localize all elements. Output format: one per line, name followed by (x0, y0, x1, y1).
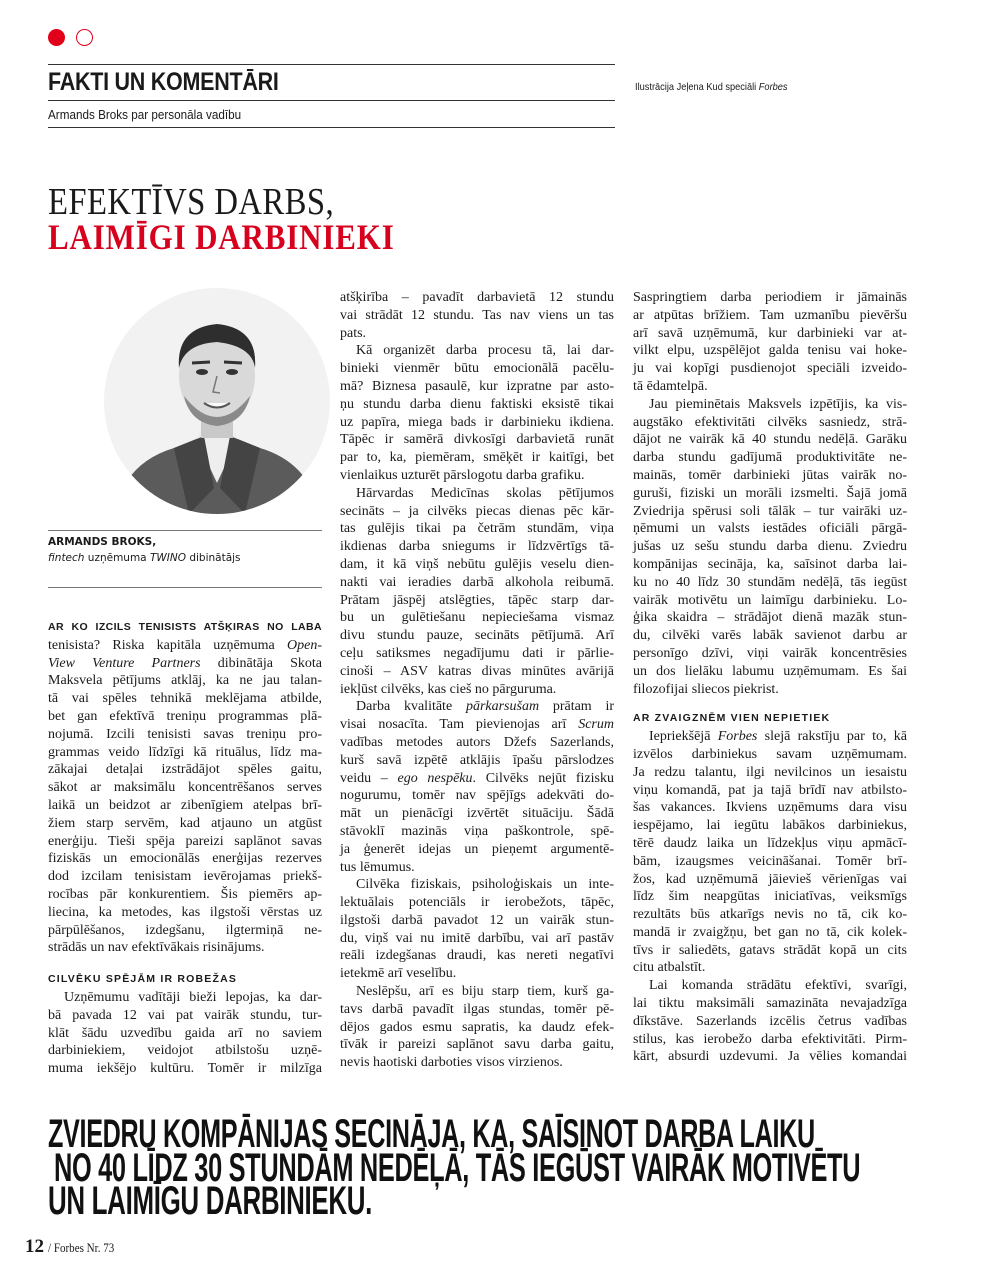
text-line (340, 342, 614, 360)
text-line (340, 734, 614, 752)
text-line (633, 467, 907, 485)
text-run: līdz šim neapgūtas iniciatīvas, veiksmīgs (633, 889, 907, 905)
headline-line-2: LAIMĪGI DARBINIEKI (48, 217, 395, 257)
divider (48, 530, 322, 531)
text-line (633, 360, 907, 378)
italic-run: View Venture Partners (48, 655, 201, 671)
italic-run: pārkarsušam (465, 699, 540, 715)
text-line (340, 592, 614, 610)
text-run: tā ēdamtelpā. (633, 378, 708, 394)
text-run: lai tiktu maksimāli samazināta nevajadzīga (633, 996, 907, 1012)
text-line (48, 868, 322, 886)
text-run: ja ģenerēt idejas un pieņemt argumentē- (340, 841, 614, 857)
text-line (340, 538, 614, 556)
text-line (340, 645, 614, 663)
text-run: Cilvēka fiziskais, psiholoģiskais un inte- (356, 877, 614, 893)
text-run: iekļūst cilvēks, kas cieš no pārguruma. (340, 681, 557, 697)
text-line (48, 886, 322, 904)
text-line (633, 746, 907, 764)
text-line (633, 609, 907, 627)
paragraph (340, 289, 614, 342)
text-line (633, 977, 907, 995)
text-line (48, 833, 322, 851)
text-run: ikdienas darba sniegums ir līdzvērtīgs tā- (340, 539, 614, 555)
text-run: dibinātāja Skota (200, 655, 323, 671)
text-line (633, 782, 907, 800)
text-line (633, 1031, 907, 1049)
text-run: dājot ne vairāk kā 40 stundu nedēļā. Garāku (633, 432, 907, 448)
text-line (633, 592, 907, 610)
caption-italic: fintech (48, 552, 85, 564)
text-line (340, 841, 614, 859)
text-line (633, 325, 907, 343)
article-column-1 (48, 619, 322, 1078)
text-line (48, 1025, 322, 1043)
text-run: Hārvardas Medicīnas skolas pētījumos (356, 485, 614, 501)
paragraph (340, 485, 614, 699)
divider (48, 64, 615, 65)
page-footer (25, 1236, 126, 1258)
text-line (48, 744, 322, 762)
text-line (340, 396, 614, 414)
column-subtitle: Armands Broks par personāla vadību (48, 107, 242, 122)
text-run: augstāko efektivitāti cilvēks sasniedz, strā- (633, 414, 907, 430)
text-line (48, 655, 322, 673)
paragraph (340, 983, 614, 1072)
text-run: vadības metodes autors Džefs Sazerlands, (340, 734, 614, 750)
text-line (633, 1013, 907, 1031)
text-run: māt un pienācīgi izvērtēt situāciju. Šādā (340, 806, 614, 822)
text-line (633, 853, 907, 871)
text-run: dod izcilam tenisistam ievērojamas priekš- (48, 869, 322, 885)
caption-text: uzņēmuma (84, 552, 150, 564)
text-run: tenisista? Riska kapitāla uzņēmuma (48, 637, 287, 653)
text-line (633, 799, 907, 817)
text-line (340, 574, 614, 592)
text-line (340, 325, 614, 343)
text-run: kurš savā izpētē atklājis īpašu pārslodzes (340, 752, 614, 768)
text-run: bā pavada 12 vai pat vairāk stundu, tur- (48, 1007, 322, 1023)
text-run: nevis haotiski darboties visos virzienos. (340, 1055, 563, 1071)
text-run: bu un gulētiešanu nepieciešama vismaz (340, 610, 614, 626)
credit-publication: Forbes (758, 81, 788, 93)
text-line (48, 1060, 322, 1078)
text-line (48, 761, 322, 779)
text-line (633, 627, 907, 645)
text-run: enerģiju. Tieši spēja pareizi saplānot savas (48, 833, 322, 849)
text-run: un dos lielāku labumu uzņēmumam. Es šai (633, 663, 907, 679)
text-line (340, 965, 614, 983)
text-run: iespējamo, lai iegūtu labākos darbiniekus, (633, 818, 907, 834)
text-run: fiziskās un emocionālās enerģijas rezerves (48, 851, 322, 867)
text-run: tīvs ir saliedēts, gatavs strādāt kopā un cits (633, 942, 907, 958)
text-run: ņēmumi un valsts iestādes oficiāli pārgā- (633, 521, 907, 537)
text-run: Neslēpšu, arī es biju starp tiem, kurš ga- (356, 984, 614, 1000)
text-run: lektuālais potenciāls ir ierobežots, tāpēc, (340, 895, 614, 911)
text-line (340, 1019, 614, 1037)
text-line (633, 414, 907, 432)
text-line (48, 672, 322, 690)
text-run: laikā un beidzot ar zibenīgiem atelpas brī- (48, 797, 322, 813)
divider (48, 100, 615, 101)
author-portrait-illustration (104, 288, 330, 514)
text-run: nakti vai ieradies darbā alkohola reibumā. (340, 574, 614, 590)
text-run: Saspringtiem darba periodiem ir jāmainās (633, 290, 907, 305)
text-line (48, 1042, 322, 1060)
text-run: Tāpēc ir samērā divkosīgi darbavietā runāt (340, 432, 614, 448)
text-run: bet gan efektīvā treniņu programmas plā- (48, 708, 322, 724)
text-run: Maksvela pētījums atklāj, ka ne jau talan- (48, 673, 322, 689)
paragraph (340, 698, 614, 876)
text-line (340, 520, 614, 538)
text-line (633, 906, 907, 924)
text-run: Iepriekšējā (649, 729, 718, 745)
text-run: . Cilvēks nejūt fizisku (472, 770, 614, 786)
text-line (633, 396, 907, 414)
paragraph (633, 396, 907, 699)
text-line (633, 485, 907, 503)
text-run: nogurumu, tomēr nav spējīgs adekvāti do- (340, 788, 614, 804)
illustration-credit (635, 81, 788, 93)
text-line (340, 414, 614, 432)
paragraph (633, 977, 907, 1066)
text-run: kārt, absurdi uzdevumi. Ja vēlies komandai (633, 1049, 907, 1065)
text-run: pats. (340, 325, 367, 341)
text-run: personīgo dzīvi, viņi vairāk koncentrēsies (633, 645, 907, 661)
text-line (340, 467, 614, 485)
text-run: tas gulējis tikai pa četrām stundām, viņa (340, 521, 614, 537)
article-column-2 (340, 289, 614, 1072)
text-run: binieki vienmēr būtu emocionālā pacēlu- (340, 361, 614, 377)
text-run: mā? Biznesa pasaulē, kur izpratne par asto- (340, 378, 614, 394)
text-run: šas vakances. Ikviens uzņēmums dara visu (633, 800, 907, 816)
text-run: Uzņēmumu vadītāji bieži lepojas, ka dar- (64, 989, 322, 1005)
text-line (340, 378, 614, 396)
text-run: atšķirība – pavadīt darbavietā 12 stundu (340, 290, 614, 305)
text-run: viņu komandā, pat ja tajā brīdī nav atbilsto- (633, 782, 907, 798)
text-line (48, 690, 322, 708)
text-run: du, cilvēki varēs labāk savienot darbu ar (633, 628, 907, 644)
text-run: Ja redzu talantu, ilgi nevilcinos un iesaistu (633, 764, 907, 780)
text-run: divu stundu pauze, secināts pētījumā. Arī (340, 628, 614, 644)
text-line (633, 503, 907, 521)
text-line (48, 779, 322, 797)
text-line (340, 876, 614, 894)
text-run: liecina, ka metodes, kas ilgstoši vērstas uz (48, 904, 322, 920)
text-line (340, 1001, 614, 1019)
text-run: grammas veido līdzīgi kā rituālus, līdz ma- (48, 744, 322, 760)
issue-label: / Forbes Nr. 73 (48, 1240, 115, 1255)
italic-run: Scrum (578, 717, 614, 733)
text-run: secināts – ja cilvēks piecas dienas pēc kār- (340, 503, 614, 519)
text-line (633, 681, 907, 699)
paragraph (48, 637, 322, 957)
text-run: du, viņš vai nu imitē darbību, vai arī pastāv (340, 930, 614, 946)
text-run: Prātam jāspēj atslēgties, tāpēc starp dar- (340, 592, 614, 608)
text-run: filozofijai sliecos piekrist. (633, 681, 779, 697)
text-line (633, 663, 907, 681)
text-run: stāvoklī mazinās viņa paškontrole, spē- (340, 823, 614, 839)
text-run: mandā ir zvaigžņu, bet gan no tā, cik kolek- (633, 924, 907, 940)
text-line (48, 850, 322, 868)
text-line (48, 904, 322, 922)
text-line (340, 912, 614, 930)
text-run: tērē daudz laika un līdzekļus viņu apmācī- (633, 835, 907, 851)
text-run: klāt šādu uzvedību gaida arī no saviem (48, 1025, 322, 1041)
text-run: dīkstāve. Sazerlands izcēlis četrus vadības (633, 1013, 907, 1029)
text-run: jušas uz sešu stundu darba dienu. Zviedru (633, 539, 907, 555)
text-line (633, 764, 907, 782)
text-run: vai strādāt 12 stundu. Tas nav viens un tas (340, 307, 614, 323)
paragraph (633, 728, 907, 977)
text-line (340, 823, 614, 841)
subheading: AR ZVAIGZNĒM VIEN NEPIETIEK (633, 712, 831, 725)
text-line (340, 787, 614, 805)
text-line (633, 307, 907, 325)
text-run: mainās, tomēr darbinieki jūtas vairāk no- (633, 467, 907, 483)
text-line (340, 360, 614, 378)
italic-run: Forbes (717, 729, 758, 745)
text-line (633, 556, 907, 574)
text-line (340, 805, 614, 823)
text-run: uz papīra, miega bads ir darbinieku ikdiena. (340, 414, 614, 430)
text-run: slejā rakstīju par to, kā (757, 729, 907, 745)
text-run: ku no 40 līdz 30 stundām nedēļā, tās iegūst (633, 574, 907, 590)
paragraph (48, 989, 322, 1078)
text-run: vilkt elpu, uzspēlējot galda tenisu vai hoke- (633, 343, 907, 359)
text-line (633, 431, 907, 449)
text-run: ņu stundu darba dienu faktiski eksistē tikai (340, 396, 614, 412)
italic-run: Open- (287, 637, 322, 653)
article-column-3 (633, 289, 907, 1066)
text-line (48, 989, 322, 1007)
text-run: izvēlos darbiniekus savam uzņēmumam. (633, 746, 907, 762)
text-run: veidu – (340, 770, 398, 786)
text-run: Jau pieminētais Maksvels izpētījis, ka vis- (649, 396, 907, 412)
text-line (340, 307, 614, 325)
text-line (633, 342, 907, 360)
text-run: Zviedrija spērusi soli tālāk – tur vairāki uz- (633, 503, 907, 519)
outline-dot-icon (76, 29, 93, 46)
credit-text: Ilustrācija Jeļena Kud speciāli (635, 81, 759, 93)
text-line (48, 939, 322, 957)
portrait-caption-role (48, 552, 241, 564)
text-line (633, 289, 907, 307)
text-run: vienlaikus uzturēt pārslogotu darba grafiku. (340, 467, 585, 483)
text-line (633, 835, 907, 853)
text-run: vairāk motivētu un laimīgu darbinieku. Lo- (633, 592, 907, 608)
filled-dot-icon (48, 29, 65, 46)
text-run: darbiniekiem, veidojot atbilstošu uzņē- (48, 1043, 322, 1059)
subheading: AR KO IZCILS TENISISTS ATŠĶIRAS NO LABA (48, 621, 322, 633)
text-line (340, 663, 614, 681)
text-run: tā vai spēles tehnikā meklējama atbilde, (48, 691, 322, 707)
text-line (633, 924, 907, 942)
text-line (633, 942, 907, 960)
text-line (340, 1054, 614, 1072)
text-run: žiem starp servēm, kad atjauno un atgūst (48, 815, 322, 831)
text-line (340, 947, 614, 965)
text-line (633, 538, 907, 556)
text-line (340, 1036, 614, 1054)
text-line (340, 894, 614, 912)
text-run: reāli izdegšanas draudi, kas nereti negatīvi (340, 948, 614, 964)
text-line (340, 449, 614, 467)
text-line (340, 556, 614, 574)
text-line (48, 797, 322, 815)
text-line (340, 859, 614, 877)
text-line (340, 698, 614, 716)
text-run: tīvāk ir pareizi saplānot savu darba gaitu, (340, 1037, 614, 1053)
text-run: guruši, fiziski un morāli izsmelti. Šajā jomā (633, 485, 907, 501)
text-run: Darba kvalitāte (356, 699, 466, 715)
text-line (340, 485, 614, 503)
text-line (340, 716, 614, 734)
text-line (633, 378, 907, 396)
text-line (633, 574, 907, 592)
text-run: cinoši – ASV katras divas minūtes avārijā (340, 663, 614, 679)
text-run: kompānijas secināja, ka, saīsinot darba lai- (633, 556, 907, 572)
headline-line-1: EFEKTĪVS DARBS, (48, 181, 335, 223)
text-run: dējos gados esmu sapratis, ka daudz efek- (340, 1019, 614, 1035)
pull-quote-line: NO 40 LĪDZ 30 STUNDĀM NEDĒĻĀ, TĀS IEGŪST VAIRĀK MOTIVĒTU (54, 1146, 861, 1190)
text-line (48, 922, 322, 940)
text-run: prātam ir (539, 699, 615, 715)
divider (48, 127, 615, 128)
text-line (340, 289, 614, 307)
text-line (340, 681, 614, 699)
text-line (340, 930, 614, 948)
text-line (48, 815, 322, 833)
page-number: 12 (25, 1236, 44, 1257)
text-run: ar atpūtas brīžiem. Tam uzmanību pievēršu (633, 307, 907, 323)
text-run: ilgstoši darbā pavadot 12 un vairāk stun- (340, 912, 614, 928)
text-line (633, 888, 907, 906)
section-title: FAKTI UN KOMENTĀRI (48, 68, 279, 96)
text-run: Lai komanda strādātu efektīvi, svarīgi, (649, 978, 907, 994)
paragraph (340, 876, 614, 983)
text-run: citu atbalstīt. (633, 960, 706, 976)
text-run: arī savā uzņēmumā, kur darbinieki var at- (633, 325, 907, 341)
text-line (340, 609, 614, 627)
text-run: nojumā. Izcili tenisisti savas treniņu pro- (48, 726, 322, 742)
text-line (633, 449, 907, 467)
text-run: muma iekšējo kultūru. Tomēr ir milzīga (48, 1061, 322, 1077)
text-run: visai nosacīta. Tam pievienojas arī (340, 717, 579, 733)
text-run: ceļu satiksmes negadījumu dati ir pārlie- (340, 645, 614, 661)
text-line (340, 983, 614, 1001)
pull-quote-line: UN LAIMĪGU DARBINIEKU. (48, 1179, 373, 1223)
text-run: tus lēmumus. (340, 859, 415, 875)
text-line (48, 708, 322, 726)
text-run: dam, it kā viņš nebūtu gulējis veselu dien- (340, 556, 614, 572)
text-line (48, 726, 322, 744)
text-line (340, 770, 614, 788)
text-run: stilus, kas ierobežo darba efektivitāti. Pirm- (633, 1031, 907, 1047)
paragraph (633, 289, 907, 396)
text-line (633, 728, 907, 746)
caption-italic: TWINO (149, 552, 186, 564)
text-run: Kā organizēt darba procesu tā, lai dar- (356, 343, 614, 359)
text-run: darba stundu gadījumā produktivitāte ne- (633, 450, 907, 466)
italic-run: ego nespēku (397, 770, 473, 786)
paragraph (340, 342, 614, 484)
text-line (633, 871, 907, 889)
text-run: ju vai kopīgi pusdienojot speciāli izveido- (633, 361, 907, 377)
text-run: rezultāts būs atkarīgs nevis no tā, cik ko- (633, 907, 907, 923)
text-run: rocības pār konkurentiem. Šis piemērs ap- (48, 886, 322, 902)
text-line (340, 627, 614, 645)
text-run: par to, ka, piemēram, smēķēt ir kaitīgi, bet (340, 450, 614, 466)
text-run: pārpūlēšanos, izdegšanu, ilgtermiņā ne- (48, 922, 322, 938)
text-run: zākajai detaļai izstrādājot spēles gaitu, (48, 762, 322, 778)
text-line (48, 1007, 322, 1025)
text-line (340, 752, 614, 770)
text-line (340, 431, 614, 449)
text-line (633, 1048, 907, 1066)
caption-text: dibinātājs (185, 552, 241, 564)
text-run: strādās un nav efektīvākais risinājums. (48, 940, 265, 956)
text-line (340, 503, 614, 521)
text-line (633, 995, 907, 1013)
subheading: CILVĒKU SPĒJĀM IR ROBEŽAS (48, 973, 238, 986)
text-run: žos, kad uzņēmumā jāievieš vērienīgas vai (633, 871, 907, 887)
text-line (48, 637, 322, 655)
text-run: ģika skaidra – strādājot dienā mazāk stun- (633, 610, 907, 626)
text-line (633, 520, 907, 538)
portrait-caption-name: ARMANDS BROKS, (48, 536, 157, 548)
text-line (633, 817, 907, 835)
text-run: bām, izaugsmes veicināšanai. Tomēr brī- (633, 853, 907, 869)
text-line (633, 645, 907, 663)
text-run: sākot ar maksimālu koncentrēšanos serves (48, 780, 322, 796)
pull-quote-line: ZVIEDRU KOMPĀNIJAS SECINĀJA, KA, SAĪSINOT DARBA LAIKU (48, 1112, 815, 1156)
text-line (633, 959, 907, 977)
divider (48, 587, 322, 588)
text-run: tavs darbā pavadīt ilgas stundas, tomēr pē- (340, 1001, 614, 1017)
text-run: ietekmē arī veselību. (340, 966, 457, 982)
